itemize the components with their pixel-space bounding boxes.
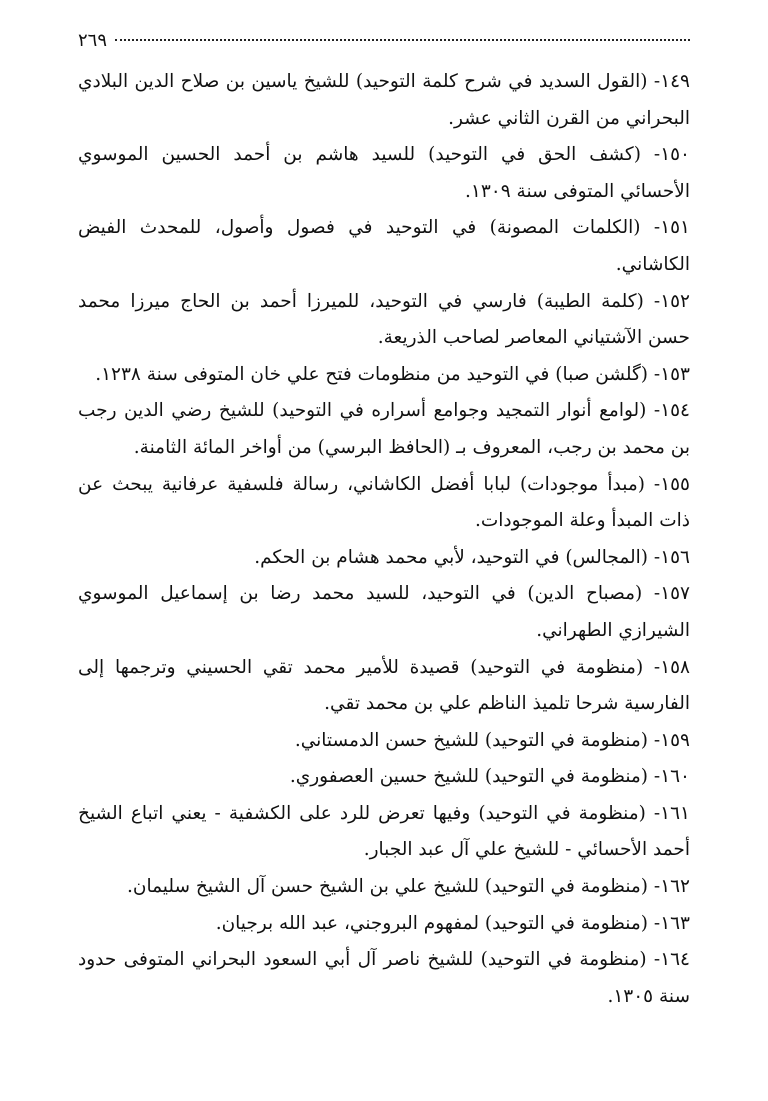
entry-text: (كلمة الطيبة) فارسي في التوحيد، للميرزا أحمد بن الحاج ميرزا محمد حسن الآشتياني المعاصر لصاحب الذريعة. <box>78 290 690 349</box>
entry-text: (الكلمات المصونة) في التوحيد في فصول وأصول، للمحدث الفيض الكاشاني. <box>78 217 690 275</box>
entry-text: (منظومة في التوحيد) للشيخ ناصر آل أبي السعود البحراني المتوفى حدود سنة ١٣٠٥. <box>78 949 690 1007</box>
entry-text: (منظومة في التوحيد) لمفهوم البروجني، عبد الله برجيان. <box>215 912 649 934</box>
entry-number: ١٦٠- <box>653 766 690 788</box>
list-item <box>78 942 690 1015</box>
entry-text: (كشف الحق في التوحيد) للسيد هاشم بن أحمد الحسين الموسوي الأحسائي المتوفى سنة ١٣٠٩. <box>78 144 690 202</box>
list-item <box>78 723 690 760</box>
list-item <box>78 467 690 540</box>
entry-list <box>78 64 690 1015</box>
entry-number: ١٦٣- <box>653 912 690 934</box>
list-item <box>78 650 690 723</box>
entry-text: (مبدأ موجودات) لبابا أفضل الكاشاني، رسالة فلسفية عرفانية يبحث عن ذات المبدأ وعلة الموجودات. <box>78 473 690 532</box>
list-item <box>78 576 690 649</box>
dotted-rule <box>115 39 690 41</box>
book-page <box>78 30 690 1015</box>
entry-text: (گلشن صبا) في التوحيد من منظومات فتح علي خان المتوفى سنة ١٢٣٨. <box>95 363 649 385</box>
entry-number: ١٥٢- <box>653 290 690 312</box>
entry-number: ١٦٢- <box>653 876 690 898</box>
list-item <box>78 137 690 210</box>
running-head <box>78 30 690 56</box>
entry-text: (منظومة في التوحيد) للشيخ حسن الدمستاني. <box>294 729 649 751</box>
entry-number: ١٥٣- <box>653 363 690 385</box>
entry-number: ١٥٥- <box>653 473 690 495</box>
entry-text: (المجالس) في التوحيد، لأبي محمد هشام بن الحكم. <box>254 546 649 568</box>
entry-number: ١٥١- <box>653 217 690 239</box>
entry-number: ١٥٨- <box>653 656 690 678</box>
entry-text: (منظومة في التوحيد) قصيدة للأمير محمد تقي الحسيني وترجمها إلى الفارسية شرحا تلميذ الناظم علي بن محمد تقي. <box>78 656 690 715</box>
list-item <box>78 393 690 466</box>
list-item <box>78 357 690 394</box>
page-number: ٢٦٩ <box>78 30 108 51</box>
entry-text: (منظومة في التوحيد) للشيخ حسين العصفوري. <box>289 766 649 788</box>
list-item <box>78 906 690 943</box>
entry-text: (مصباح الدين) في التوحيد، للسيد محمد رضا بن إسماعيل الموسوي الشيرازي الطهراني. <box>78 583 690 641</box>
entry-text: (لوامع أنوار التمجيد وجوامع أسراره في التوحيد) للشيخ رضي الدين رجب بن محمد بن رجب، المعروف بـ (الحافظ البرسي) من أواخر المائة الثامنة. <box>78 400 690 458</box>
list-item <box>78 64 690 137</box>
entry-number: ١٦٤- <box>653 949 690 971</box>
entry-number: ١٥٧- <box>653 583 690 605</box>
entry-text: (منظومة في التوحيد) وفيها تعرض للرد على الكشفية - يعني اتباع الشيخ أحمد الأحسائي - للشيخ علي آل عبد الجبار. <box>78 802 690 861</box>
entry-number: ١٥٤- <box>653 400 690 422</box>
entry-number: ١٥٦- <box>653 546 690 568</box>
entry-number: ١٤٩- <box>653 71 690 92</box>
list-item <box>78 759 690 796</box>
entry-number: ١٥٠- <box>653 144 690 166</box>
list-item <box>78 796 690 869</box>
list-item <box>78 869 690 906</box>
entry-number: ١٥٩- <box>653 729 690 751</box>
list-item <box>78 210 690 283</box>
entry-text: (منظومة في التوحيد) للشيخ علي بن الشيخ حسن آل الشيخ سليمان. <box>127 876 649 898</box>
list-item <box>78 284 690 357</box>
list-item <box>78 540 690 577</box>
entry-number: ١٦١- <box>653 802 690 824</box>
entry-text: (القول السديد في شرح كلمة التوحيد) للشيخ ياسين بن صلاح الدين البلادي البحراني من القرن الثاني عشر. <box>78 71 690 129</box>
